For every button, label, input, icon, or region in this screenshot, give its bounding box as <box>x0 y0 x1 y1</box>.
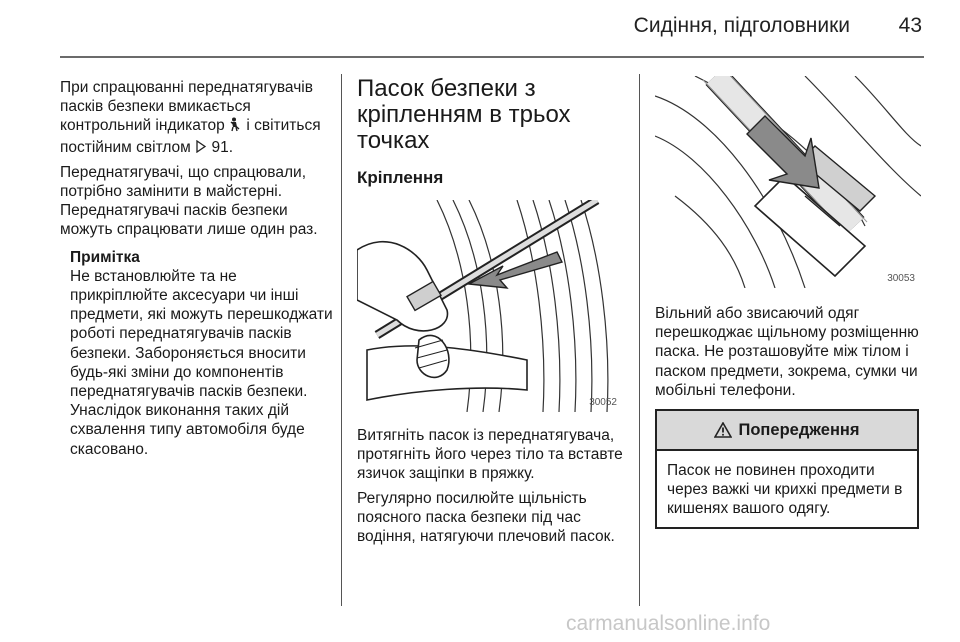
column-divider-right <box>639 74 640 606</box>
warning-title: Попередження <box>738 420 860 439</box>
watermark: carmanualsonline.info <box>566 612 771 635</box>
warning-triangle-icon <box>714 422 732 438</box>
header-title: Сидіння, підголовники <box>633 14 850 37</box>
middle-paragraph-2: Регулярно посилюйте щільність поясного паска безпеки під час водіння, натягуючи плечовий пасок. <box>357 489 615 546</box>
left-paragraph-2: Переднатягувачі, що спрацювали, потрібно замінити в майстерні. Переднатягувачі пасків безпеки можуть спрацювати лише один раз. <box>60 163 318 239</box>
left-column <box>60 78 336 464</box>
right-column <box>655 76 921 529</box>
seatbelt-pretensioner-indicator-icon <box>229 117 242 137</box>
seatbelt-fastening-illustration <box>357 200 623 412</box>
section-title: Пасок безпеки з кріпленням в трьох точках <box>357 75 571 154</box>
left-paragraph-1 <box>60 78 336 158</box>
right-paragraph-1: Вільний або звисаючий одяг перешкоджає щільному розміщенню паска. Не розташовуйте між тілом і паском предмети, зокрема, сумки чи мобільні телефони. <box>655 305 919 399</box>
middle-column <box>357 76 627 551</box>
page-number: 43 <box>898 14 922 37</box>
note-title: Примітка <box>70 248 140 266</box>
note-block <box>60 248 336 459</box>
figure-number: 30052 <box>589 397 617 408</box>
header-rule <box>60 56 924 58</box>
page-reference-arrow-icon <box>195 139 207 158</box>
page-reference-link[interactable]: 91. <box>211 138 234 156</box>
left-paragraph-1-cont: і світиться постійним світлом <box>60 117 321 156</box>
buckle-illustration <box>655 76 921 288</box>
warning-text: Пасок не повинен проходити через важкі чи крихкі предмети в кишенях вашого одягу. <box>667 462 903 518</box>
left-paragraph-1-text: При спрацюванні переднатягувачів пасків безпеки вмикається контрольний індикатор <box>60 79 313 135</box>
note-text: Не встановлюйте та не прикріплюйте аксесуари чи інші предмети, які можуть перешкоджати роботі переднатягувачів пасків безпеки. Забороняється вносити будь-які зміни до компонентів переднатягувачів пасків безпеки. Унаслідок виконання таких дій схвалення типу автомобіля буде скасовано. <box>70 267 333 458</box>
column-divider-left <box>341 74 342 606</box>
middle-paragraph-1: Витягніть пасок із переднатягувача, протягніть його через тіло та вставте язичок защіпки в пряжку. <box>357 427 623 483</box>
figure-number: 30053 <box>887 273 915 284</box>
warning-box <box>655 409 919 529</box>
warning-header <box>657 411 917 451</box>
subsection-title: Кріплення <box>357 168 444 187</box>
